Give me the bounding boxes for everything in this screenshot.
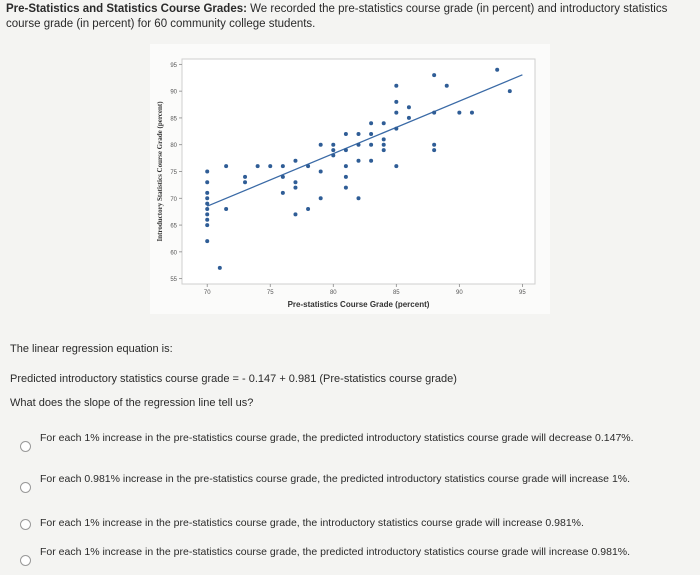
x-tick-label: 90 — [456, 290, 463, 296]
data-point — [369, 143, 373, 147]
radio-button-3[interactable] — [20, 519, 31, 530]
answer-option-3-text: For each 1% increase in the pre-statistics course grade, the introductory statistics course grade will increase 0.981%. — [40, 517, 584, 529]
data-point — [205, 202, 209, 206]
scatter-chart — [150, 44, 550, 314]
data-point — [344, 164, 348, 168]
data-point — [205, 196, 209, 200]
data-point — [382, 137, 386, 141]
problem-intro — [6, 2, 694, 32]
y-tick-label: 60 — [170, 250, 177, 257]
data-point — [256, 164, 260, 168]
data-point — [369, 159, 373, 163]
data-point — [394, 164, 398, 168]
data-point — [382, 143, 386, 147]
data-point — [495, 68, 499, 72]
data-point — [281, 164, 285, 168]
x-tick-label: 70 — [203, 290, 211, 296]
y-tick-label: 55 — [170, 277, 177, 284]
data-point — [205, 212, 209, 216]
data-point — [457, 111, 461, 115]
data-point — [357, 132, 361, 136]
data-point — [344, 175, 348, 179]
radio-button-1[interactable] — [20, 441, 31, 452]
y-tick-label: 65 — [170, 223, 177, 230]
data-point — [268, 164, 272, 168]
x-tick-label: 95 — [519, 290, 526, 296]
data-point — [243, 175, 247, 179]
question-prompt: What does the slope of the regression line tell us? — [10, 397, 254, 409]
problem-description: We recorded the pre-statistics course grade (in percent) and introductory statistics course grade (in percent) for 60 community college students. — [6, 3, 668, 30]
data-point — [344, 186, 348, 190]
problem-title: Pre-Statistics and Statistics Course Grades: — [6, 3, 247, 15]
answer-option-2[interactable] — [20, 473, 680, 503]
answer-option-4[interactable] — [20, 546, 680, 574]
data-point — [369, 132, 373, 136]
data-point — [205, 170, 209, 174]
data-point — [357, 159, 361, 163]
equation-intro: The linear regression equation is: — [10, 343, 173, 355]
x-axis-label: Pre-statistics Course Grade (percent) — [287, 300, 430, 309]
data-point — [357, 196, 361, 200]
data-point — [205, 180, 209, 184]
plot-area — [182, 59, 535, 284]
data-point — [224, 207, 228, 211]
data-point — [331, 143, 335, 147]
data-point — [394, 100, 398, 104]
data-point — [382, 121, 386, 125]
answer-option-1[interactable] — [20, 432, 680, 462]
data-point — [432, 148, 436, 152]
radio-button-2[interactable] — [20, 482, 31, 493]
answer-option-4-text: For each 1% increase in the pre-statistics course grade, the predicted introductory statistics course grade will increase 0.981%. — [40, 546, 631, 558]
data-point — [293, 159, 297, 163]
data-point — [281, 175, 285, 179]
data-point — [224, 164, 228, 168]
data-point — [205, 218, 209, 222]
data-point — [407, 105, 411, 109]
data-point — [331, 153, 335, 157]
data-point — [293, 186, 297, 190]
y-tick-label: 80 — [170, 143, 177, 150]
data-point — [306, 164, 310, 168]
data-point — [432, 143, 436, 147]
answer-option-2-text: For each 0.981% increase in the pre-statistics course grade, the predicted introductory statistics course grade will increase 1%. — [40, 473, 631, 485]
x-tick-label: 80 — [329, 290, 337, 296]
data-point — [344, 148, 348, 152]
y-tick-label: 75 — [170, 170, 177, 176]
data-point — [331, 148, 335, 152]
radio-button-4[interactable] — [20, 555, 31, 566]
data-point — [508, 89, 512, 93]
y-tick-label: 90 — [170, 89, 177, 96]
data-point — [205, 223, 209, 227]
data-point — [445, 84, 449, 88]
data-point — [293, 180, 297, 184]
data-point — [205, 239, 209, 243]
y-axis-label: Introductory Statistics Course Grade (percent) — [156, 101, 164, 242]
regression-equation: Predicted introductory statistics course grade = - 0.147 + 0.981 (Pre-statistics course grade) — [10, 373, 457, 385]
data-point — [319, 170, 323, 174]
data-point — [205, 207, 209, 211]
data-point — [394, 84, 398, 88]
data-point — [357, 143, 361, 147]
answer-option-1-text: For each 1% increase in the pre-statistics course grade, the predicted introductory statistics course grade will decrease 0.147%. — [40, 432, 634, 444]
data-point — [281, 191, 285, 195]
data-point — [344, 132, 348, 136]
data-point — [394, 111, 398, 115]
data-point — [432, 111, 436, 115]
scatter-plot-svg — [150, 44, 550, 314]
data-point — [319, 143, 323, 147]
answer-option-3[interactable] — [20, 517, 680, 533]
y-tick-label: 70 — [170, 196, 177, 203]
data-point — [306, 207, 310, 211]
data-point — [205, 191, 209, 195]
data-point — [382, 148, 386, 152]
data-point — [293, 212, 297, 216]
x-tick-label: 85 — [392, 290, 400, 296]
y-tick-label: 95 — [170, 62, 177, 69]
data-point — [394, 127, 398, 131]
data-point — [470, 111, 474, 115]
data-point — [319, 196, 323, 200]
data-point — [369, 121, 373, 125]
data-point — [243, 180, 247, 184]
y-tick-label: 85 — [170, 116, 177, 123]
data-point — [432, 73, 436, 77]
data-point — [218, 266, 222, 270]
x-tick-label: 75 — [266, 290, 274, 296]
data-point — [407, 116, 411, 120]
